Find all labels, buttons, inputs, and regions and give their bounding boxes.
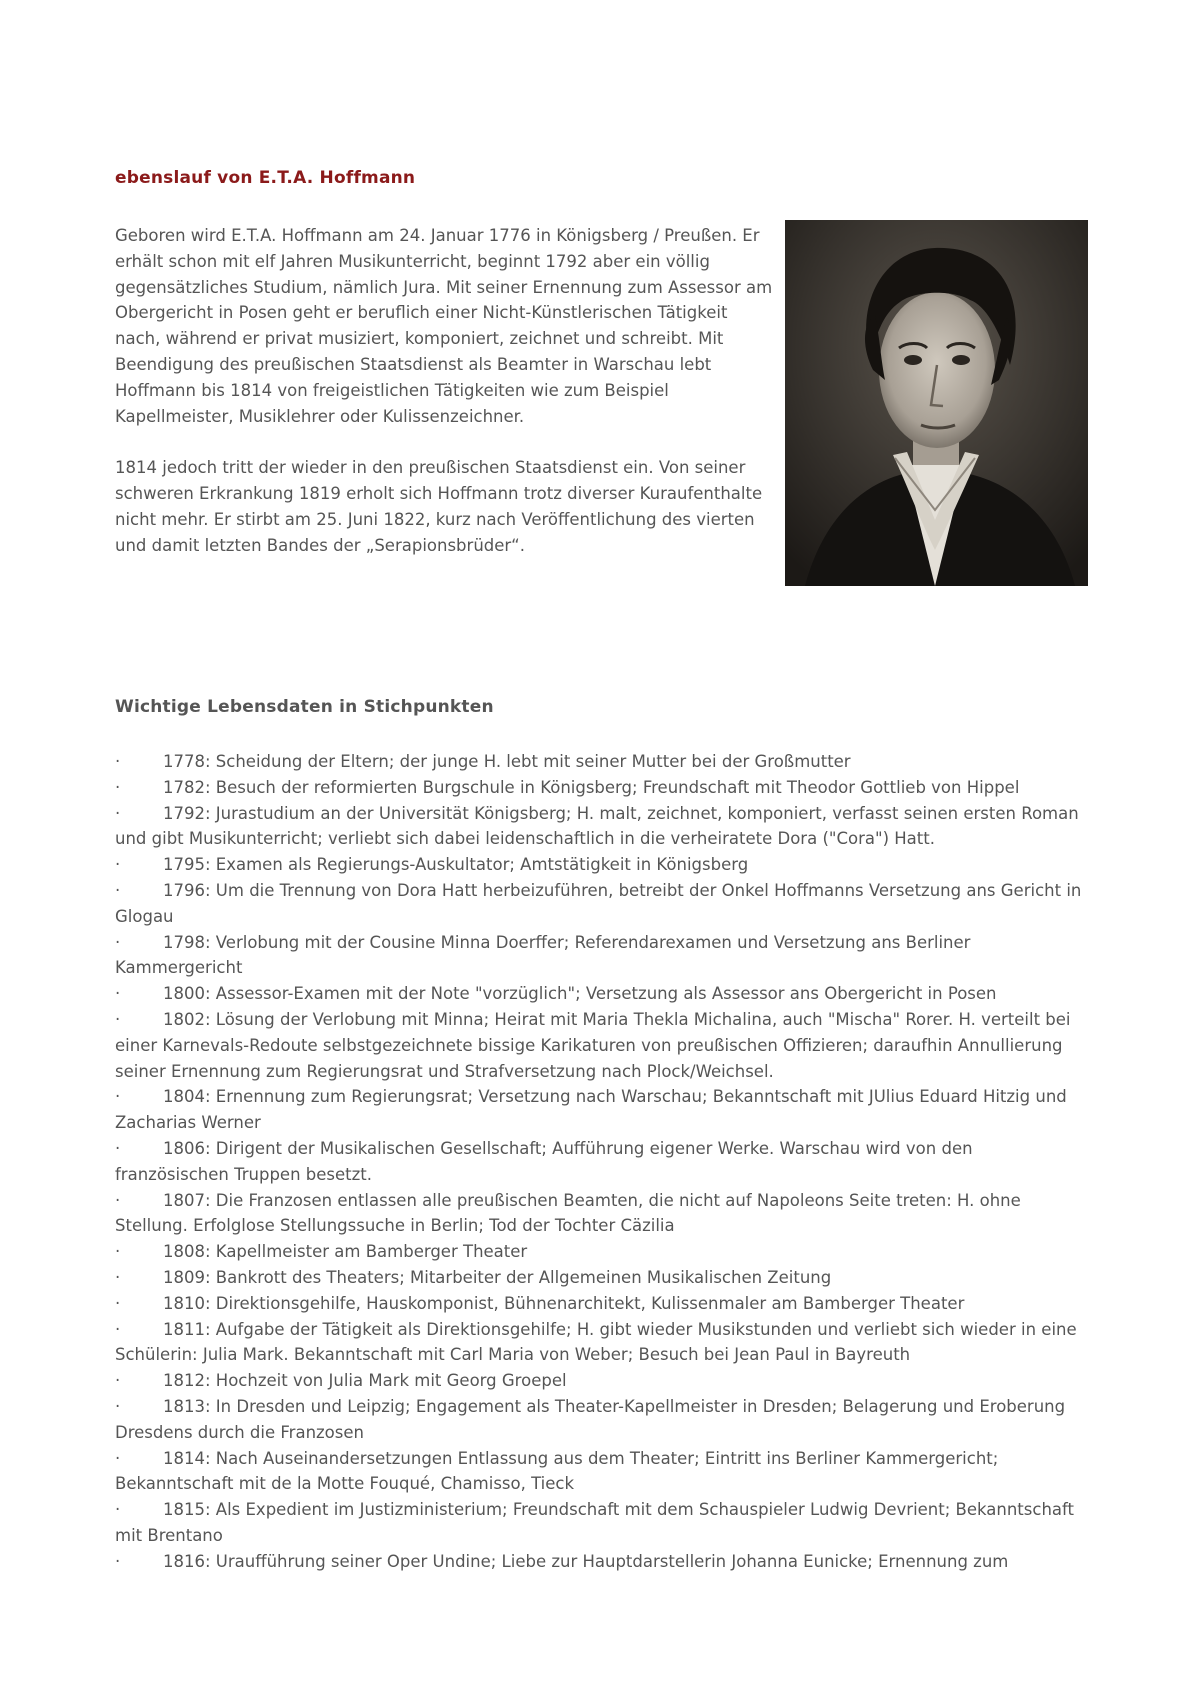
- timeline-item: [115, 1136, 1090, 1188]
- bullet-icon: ·: [115, 1267, 121, 1287]
- timeline-item: [115, 930, 1090, 982]
- biography-paragraph: Geboren wird E.T.A. Hoffmann am 24. Januar 1776 in Königsberg / Preußen. Er erhält schon mit elf Jahren Musikunterricht, beginnt 1792 aber ein völlig gegensätzliches Studium, nämlich Jura. Mit seiner Ernennung zum Assessor am Obergericht in Posen geht er beruflich einer Nicht-Künstlerischen Tätigkeit nach, während er privat musiziert, komponiert, zeichnet und schreibt. Mit Beendigung des preußischen Staatsdienst als Beamter in Warschau lebt Hoffmann bis 1814 von freigeistlichen Tätigkeiten wie zum Beispiel Kapellmeister, Musiklehrer oder Kulissenzeichner.: [115, 226, 773, 426]
- bullet-icon: ·: [115, 1138, 121, 1158]
- bullet-icon: ·: [115, 1293, 121, 1313]
- timeline-text: 1816: Uraufführung seiner Oper Undine; Liebe zur Hauptdarstellerin Johanna Eunicke; Ernennung zum: [163, 1551, 1009, 1571]
- timeline-item: [115, 1188, 1090, 1240]
- timeline-item: [115, 981, 1090, 1007]
- timeline-text-continued: Bekanntschaft mit Brentano: [115, 1500, 1075, 1545]
- timeline-text: 1812: Hochzeit von Julia Mark mit Georg Groepel: [163, 1371, 567, 1391]
- portrait-image: [785, 220, 1088, 586]
- timeline-item: [115, 1239, 1090, 1265]
- bullet-icon: ·: [115, 1396, 121, 1416]
- bullet-icon: ·: [115, 1551, 121, 1571]
- bullet-icon: ·: [115, 932, 121, 952]
- bullet-icon: ·: [115, 1500, 121, 1520]
- timeline-item: [115, 749, 1090, 775]
- timeline-text: 1813: In Dresden und Leipzig; Engagement als Theater-Kapellmeister in Dresden; Belagerung und: [163, 1396, 975, 1416]
- timeline-text-continued: Bekanntschaft mit de la Motte Fouqué, Chamisso, Tieck: [115, 1474, 575, 1494]
- bullet-icon: ·: [115, 984, 121, 1004]
- timeline-item: [115, 1549, 1090, 1575]
- timeline-text-continued: eine Schülerin: Julia Mark. Bekanntschaft mit Carl Maria von Weber; Besuch bei Jean Paul in Bayreuth: [115, 1319, 1077, 1365]
- timeline-item: [115, 801, 1090, 853]
- bullet-icon: ·: [115, 752, 121, 771]
- bullet-icon: ·: [115, 1371, 121, 1391]
- timeline-text-continued: Roman und gibt Musikunterricht; verliebt sich dabei leidenschaftlich in die verheiratete Dora ("Cora") Hatt.: [115, 803, 1079, 849]
- biography-text: [115, 223, 775, 559]
- bullet-icon: ·: [115, 1448, 121, 1468]
- timeline-text-continued: Eroberung Dresdens durch die Franzosen: [115, 1396, 1066, 1442]
- timeline-text: 1815: Als Expedient im Justizministerium; Freundschaft mit dem Schauspieler Ludwig Devrient;: [163, 1500, 951, 1520]
- timeline-text: 1811: Aufgabe der Tätigkeit als Direktionsgehilfe; H. gibt wieder Musikstunden und verliebt sich wieder in: [163, 1319, 1037, 1339]
- timeline-text: 1800: Assessor-Examen mit der Note "vorzüglich"; Versetzung als Assessor ans Obergericht in Posen: [163, 984, 997, 1004]
- timeline-text-continued: Kammergericht: [115, 958, 243, 978]
- timeline-text-continued: französischen Truppen besetzt.: [115, 1164, 372, 1184]
- timeline-list: [115, 749, 1090, 1575]
- timeline-text: 1778: Scheidung der Eltern; der junge H. lebt mit seiner Mutter bei der Großmutter: [163, 752, 851, 771]
- bullet-icon: ·: [115, 880, 121, 900]
- bullet-icon: ·: [115, 1190, 121, 1210]
- biography-paragraph: 1814 jedoch tritt der wieder in den preußischen Staatsdienst ein. Von seiner schweren Erkrankung 1819 erholt sich Hoffmann trotz diverser Kuraufenthalte nicht mehr. Er stirbt am 25. Juni 1822, kurz nach Veröffentlichung des vierten und damit letzten Bandes der „Serapionsbrüder“.: [115, 458, 763, 555]
- timeline-text: 1806: Dirigent der Musikalischen Gesellschaft; Aufführung eigener Werke. Warschau wird von den: [163, 1138, 973, 1158]
- timeline-item: [115, 1291, 1090, 1317]
- timeline-text: 1810: Direktionsgehilfe, Hauskomponist, Bühnenarchitekt, Kulissenmaler am Bamberger Theater: [163, 1293, 965, 1313]
- timeline-text: 1804: Ernennung zum Regierungsrat; Versetzung nach Warschau; Bekanntschaft mit JUlius Eduard Hitzig: [163, 1087, 1031, 1107]
- timeline-item: [115, 1317, 1090, 1369]
- bullet-icon: ·: [115, 1242, 121, 1262]
- timeline-text-continued: und Zacharias Werner: [115, 1087, 1067, 1133]
- timeline-text: 1809: Bankrott des Theaters; Mitarbeiter der Allgemeinen Musikalischen Zeitung: [163, 1267, 832, 1287]
- timeline-text-continued: Gericht in Glogau: [115, 880, 1082, 926]
- timeline-text: 1796: Um die Trennung von Dora Hatt herbeizuführen, betreibt der Onkel Hoffmanns Versetzung ans: [163, 880, 996, 900]
- timeline-item: [115, 1497, 1090, 1549]
- timeline-text-continued: verteilt bei einer Karnevals-Redoute selbstgezeichnete bissige Karikaturen von preußischen Offizieren; daraufhin Annullierung seiner Ernennung zum Regierungsrat und Strafversetzung nach Plock/Weichsel.: [115, 1009, 1071, 1081]
- timeline-text-continued: Stellung. Erfolglose Stellungssuche in Berlin; Tod der Tochter Cäzilia: [115, 1216, 675, 1236]
- timeline-text: 1802: Lösung der Verlobung mit Minna; Heirat mit Maria Thekla Michalina, auch "Mischa" Rorer. H.: [163, 1009, 976, 1029]
- timeline-text: 1795: Examen als Regierungs-Auskultator; Amtstätigkeit in Königsberg: [163, 855, 749, 875]
- timeline-text: 1792: Jurastudium an der Universität Königsberg; H. malt, zeichnet, komponiert, verfasst seinen ersten: [163, 803, 1016, 823]
- bullet-icon: ·: [115, 1319, 121, 1339]
- portrait-drawing: [785, 220, 1088, 586]
- page-title: ebenslauf von E.T.A. Hoffmann: [115, 168, 416, 188]
- timeline-item: [115, 852, 1090, 878]
- timeline-text: 1782: Besuch der reformierten Burgschule in Königsberg; Freundschaft mit Theodor Gottlieb von Hippel: [163, 777, 1020, 797]
- timeline-item: [115, 1007, 1090, 1084]
- timeline-item: [115, 1368, 1090, 1394]
- bullet-icon: ·: [115, 777, 121, 797]
- bullet-icon: ·: [115, 803, 121, 823]
- timeline-text: 1814: Nach Auseinandersetzungen Entlassung aus dem Theater; Eintritt ins Berliner Kammergericht;: [163, 1448, 999, 1468]
- timeline-item: [115, 1394, 1090, 1446]
- timeline-text: 1807: Die Franzosen entlassen alle preußischen Beamten, die nicht auf Napoleons Seite treten: H. ohne: [163, 1190, 1021, 1210]
- timeline-item: [115, 1084, 1090, 1136]
- bullet-icon: ·: [115, 1009, 121, 1029]
- timeline-item: [115, 1265, 1090, 1291]
- timeline-item: [115, 878, 1090, 930]
- timeline-item: [115, 775, 1090, 801]
- bullet-icon: ·: [115, 855, 121, 875]
- timeline-text: 1798: Verlobung mit der Cousine Minna Doerffer; Referendarexamen und Versetzung ans Berliner: [163, 932, 971, 952]
- timeline-text: 1808: Kapellmeister am Bamberger Theater: [163, 1242, 528, 1262]
- timeline-item: [115, 1446, 1090, 1498]
- section-heading: Wichtige Lebensdaten in Stichpunkten: [115, 697, 494, 717]
- bullet-icon: ·: [115, 1087, 121, 1107]
